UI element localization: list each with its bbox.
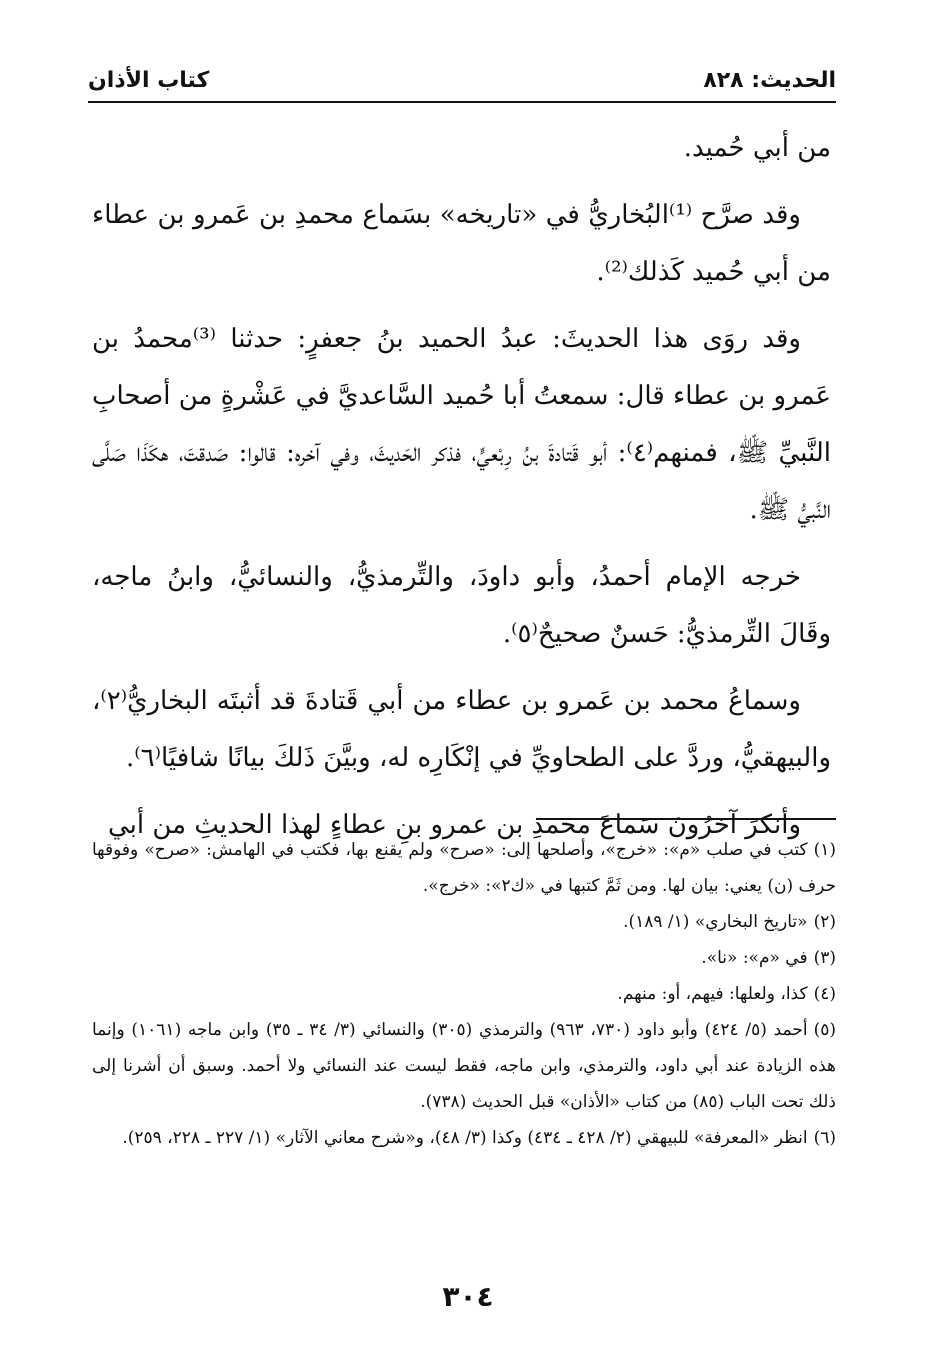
footnote-text: أحمد (٥/ ٤٢٤) وأبو داود (٧٣٠، ٩٦٣) والترمذي (٣٠٥) والنسائي (٣/ ٣٤ ـ ٣٥) وابن ماجه (١٠٦١) وإنما هذه الزيادة عند أبي داود، والترمذي، وابن ماجه، فقط ليست عند النسائي ولا أحمد. وسبق أن أشرنا إلى ذلك تحت الباب (٨٥) من كتاب «الأذان» قبل الحديث (٧٣٨). (92, 1020, 836, 1112)
footnote (92, 976, 836, 1012)
footnote-number: (١) (813, 840, 836, 860)
footnote (92, 1012, 836, 1120)
main-text (92, 120, 831, 864)
footnote-rule (536, 818, 836, 820)
footnote-number: (٤) (813, 984, 836, 1004)
footnote (92, 832, 836, 904)
footnote-number: (٢) (813, 912, 836, 932)
hadith-number-label: الحديث: ٨٢٨ (703, 67, 836, 93)
footnote-number: (٣) (813, 948, 836, 968)
book-title: كتاب الأذان (88, 67, 210, 93)
footnote-text: كتب في صلب «م»: «خرج»، وأصلحها إلى: «صرح» ولم يقنع بها، فكتب في الهامش: «صرح» وفوقها حرف (ن) يعني: بيان لها. ومن ثَمَّ كتبها في «ك٢»: «خرج». (92, 840, 836, 896)
running-header (88, 60, 836, 100)
paragraph: من أبي حُميد. (683, 133, 831, 163)
page-number: ٣٠٤ (442, 1280, 494, 1313)
header-rule (88, 101, 836, 103)
footnote-number: (٦) (813, 1128, 836, 1148)
footnote-text: انظر «المعرفة» للبيهقي (٢/ ٤٢٨ ـ ٤٣٤) وكذا (٣/ ٤٨)، و«شرح معاني الآثار» (١/ ٢٢٧ ـ ٢٢٨، ٢٥٩). (122, 1128, 808, 1148)
footnote-text: في «م»: «نا». (701, 948, 808, 968)
paragraph: وأنكرَ آخرُونَ سَماعَ محمدِ بن عمرو بنِ عطاءٍ لهذا الحديثِ من أبي (107, 810, 801, 840)
footnote (92, 940, 836, 976)
footnote-number: (٥) (813, 1020, 837, 1040)
paragraph: وسماعُ محمد بن عَمرو بن عطاء من أبي قَتادةَ قد أثبتَه البخاريُّ⁽٢⁾، والبيهقيُّ، وردَّ على الطحاويِّ في إنْكَارِه له، وبيَّنَ ذَلكَ بيانًا شافيًا⁽٦⁾. (92, 686, 831, 773)
paragraph: خرجه الإمام أحمدُ، وأبو داودَ، والتِّرمذيُّ، والنسائيُّ، وابنُ ماجه، وقَالَ التِّرمذيُّ: حَسنٌ صحيحٌ⁽٥⁾. (92, 562, 831, 649)
footnote-text: كذا، ولعلها: فيهم، أو: منهم. (617, 984, 808, 1004)
paragraph: وقد روَى هذا الحديثَ: عبدُ الحميد بنُ جعفرٍ: حدثنا ⁽³⁾محمدُ بن عَمرو بن عطاء قال: سمعتُ أبا حُميد السَّاعديَّ في عَشْرةٍ من أصحابِ النَّبيِّ ﷺ، فمنهم⁽٤⁾: أبو قَتادةَ بنُ رِبْعيٍّ، فذكر الحَديثَ، وفي آخره: قالوا: صَدقتَ، هكَذَا صَلَّى النَّبيُّ ﷺ. (92, 324, 831, 525)
footnote (92, 1120, 836, 1156)
footnote (92, 904, 836, 940)
footnote-text: «تاريخ البخاري» (١/ ١٨٩). (623, 912, 808, 932)
footnotes (92, 832, 836, 1156)
paragraph: وقد صرَّح ⁽¹⁾البُخاريُّ في «تاريخه» بسَماع محمدِ بن عَمرو بن عطاء من أبي حُميد كَذلك⁽²⁾. (92, 200, 831, 287)
